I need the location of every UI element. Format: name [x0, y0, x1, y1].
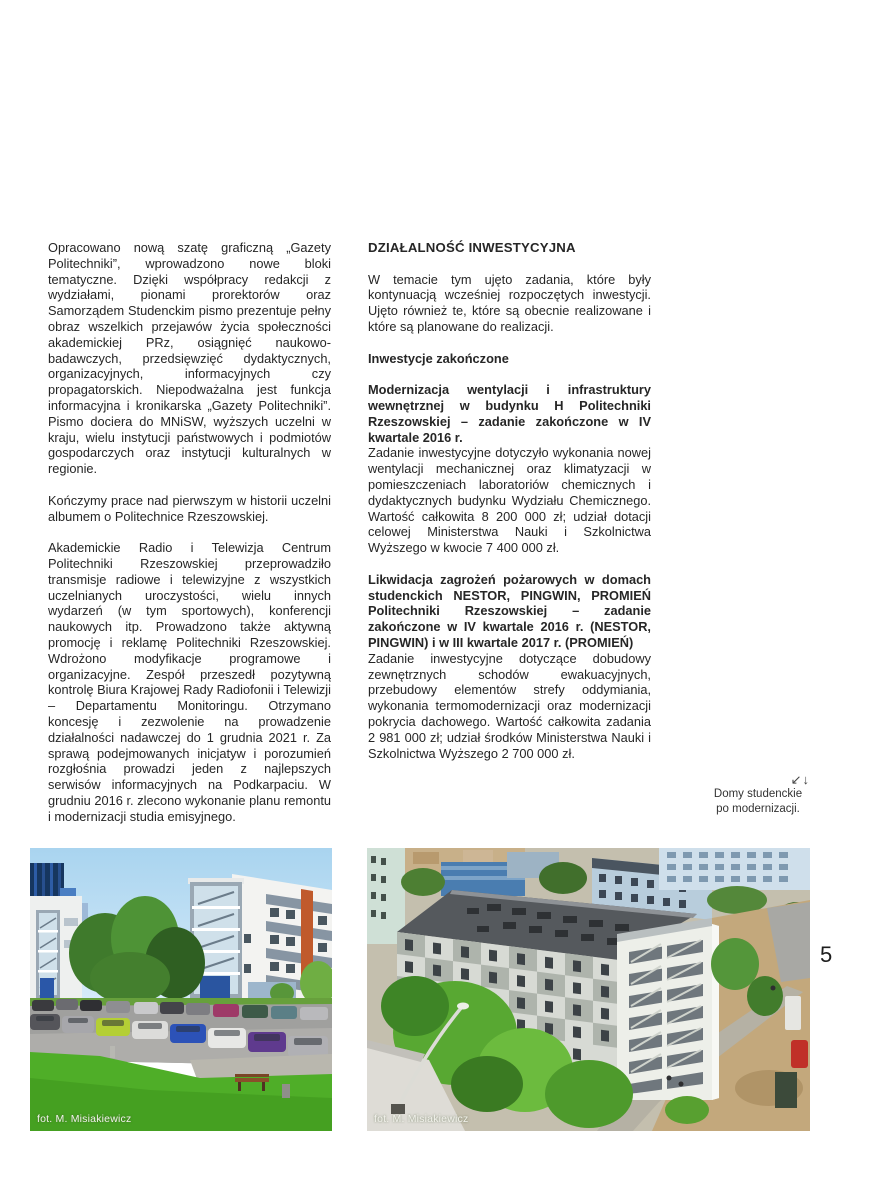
left-column	[48, 240, 331, 840]
caption-line: Domy studenckie	[713, 788, 803, 800]
photo-credit: fot. M. Misiakiewicz	[37, 1113, 132, 1125]
paragraph-radio-tv: Akademickie Radio i Telewizja Centrum Politechniki Rzeszowskiej przeprowadziło transmisje radiowe i telewizyjne z wszystkich uczelnianych uroczystości, wielu innych wydarzeń (w tym sportowych), konferencji naukowych itp. Prowadzono także aktywną promocję i reklamę Politechniki Rzeszowskiej. Wdrożono modyfikacje programowe i organizacyjne. Zespół przeszedł pozytywną kontrolę Biura Krajowej Rady Radiofonii i Telewizji – Departamentu Monitoringu. Otrzymano koncesję i zezwolenie na prowadzenie działalności nadawczej do 1 grudnia 2021 r. Za sprawą podejmowanych inicjatyw i porozumień rozgłośnia prowadzi jeden z najlepszych serwisów informacyjnych na Podkarpaciu. W grudniu 2016 r. zlecono wykonanie planu remontu i modernizacji studia emisyjnego.	[48, 540, 331, 824]
paragraph-gazeta: Opracowano nową szatę graficzną „Gazety Politechniki”, wprowadzono nowe bloki tematyczne. Dzięki współpracy redakcji z wydziałami, pionami prorektorów oraz Samorządem Studenckim pismo prezentuje pełny obraz wszelkich przejawów życia społeczności akademickiej PRz, osiągnięć naukowo-badawczych, przedsięwzięć dydaktycznych, organizacyjnych, informacyjnych czy propagatorskich. Niepodważalna jest funkcja informacyjna i kronikarska „Gazety Politechniki”. Pismo dociera do MNiSW, wyższych uczelni w kraju, wielu instytucji państwowych i podmiotów gospodarczych oraz instytucji kulturalnych w regionie.	[48, 240, 331, 477]
bollard	[110, 1046, 115, 1058]
investment-body: Zadanie inwestycyjne dotyczące dobudowy zewnętrznych schodów ewakuacyjnych, przebudowy elementów strefy oddymiania, wykonania termomodernizacji oraz modernizacji pokrycia dachowego. Wartość całkowita zadania 2 981 000 zł; udział środków Ministerstwa Nauki i Szkolnictwa Wyższego 2 700 000 zł.	[368, 650, 651, 761]
arrow-down-icon: ↓	[802, 772, 810, 787]
dormitory-parking-illustration	[30, 848, 332, 1131]
investment-title: Modernizacja wentylacji i infrastruktury wewnętrznej w budynku H Politechniki Rzeszowskiej – zadanie zakończone w IV kwartale 2016 r.	[368, 382, 651, 445]
dormitory-aerial-illustration	[367, 848, 810, 1131]
investment-item	[368, 382, 651, 556]
photo-side-caption	[700, 772, 816, 817]
photo-dormitory-parking	[30, 848, 332, 1131]
caption-arrows	[700, 772, 816, 787]
subsection-heading: Inwestycje zakończone	[368, 350, 509, 366]
investment-title: Likwidacja zagrożeń pożarowych w domach studenckich NESTOR, PINGWIN, PROMIEŃ Politechniki Rzeszowskiej – zadanie zakończone w IV kwartale 2016 r. (NESTOR, PINGWIN) i w III kwartale 2017 r. (PROMIEŃ)	[368, 571, 651, 650]
investment-item	[368, 572, 651, 762]
caption-line: po modernizacji.	[716, 803, 800, 815]
section-intro: W temacie tym ujęto zadania, które były kontynuacją wcześniej rozpoczętych inwestycji. Ujęto również te, które są obecnie realizowane i które są planowane do realizacji.	[368, 271, 651, 334]
right-column	[368, 240, 651, 777]
photo-dormitory-aerial	[367, 848, 810, 1131]
arrow-down-left-icon: ↙	[790, 772, 803, 787]
section-heading: DZIAŁALNOŚĆ INWESTYCYJNA	[368, 240, 576, 255]
photo-credit: fot. M. Misiakiewicz	[374, 1113, 469, 1125]
page-number: 5	[820, 942, 833, 967]
trash-bin	[282, 1084, 290, 1098]
staircase-tower	[617, 918, 719, 1100]
investment-body: Zadanie inwestycyjne dotyczyło wykonania nowej wentylacji mechanicznej oraz klimatyzacji w pomieszczeniach laboratoriów chemicznych i dydaktycznych budynku Wydziału Chemicznego. Wartość całkowita 8 200 000 zł; udział dotacji celowej Ministerstwa Nauki i Szkolnictwa Wyższego w kwocie 7 400 000 zł.	[368, 445, 651, 556]
paragraph-album: Kończymy prace nad pierwszym w historii uczelni albumem o Politechnice Rzeszowskiej.	[48, 492, 331, 524]
